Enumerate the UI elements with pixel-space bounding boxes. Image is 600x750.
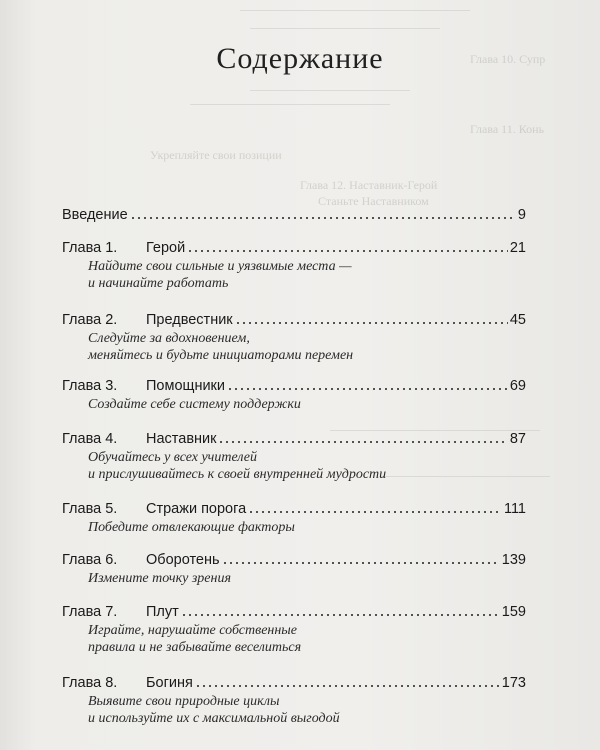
bleed-line	[190, 104, 390, 105]
chapter-subtitle-line: Найдите свои сильные и уязвимые места —	[88, 259, 352, 274]
toc-entry-chapter-6	[62, 550, 526, 587]
toc-page-number: 45	[509, 312, 526, 328]
chapter-title: Стражи порога	[146, 501, 247, 517]
toc-page-number: 87	[509, 431, 526, 447]
toc-entry-chapter-8	[62, 673, 526, 727]
chapter-title: Плут	[146, 604, 179, 620]
chapter-label: Глава 8.	[62, 675, 118, 691]
leader-dots	[235, 321, 508, 325]
chapter-title: Герой	[146, 240, 186, 256]
chapter-subtitle-line: и используйте их с максимальной выгодой	[88, 711, 340, 726]
toc-page-number: 173	[501, 675, 526, 691]
chapter-label: Глава 6.	[62, 552, 118, 568]
toc-entry-introduction	[62, 205, 526, 225]
toc-page-number: 69	[509, 378, 526, 394]
bleed-text: Укрепляйте свои позиции	[150, 148, 282, 162]
toc-entry-chapter-4	[62, 429, 526, 483]
chapter-label: Глава 1.	[62, 240, 118, 256]
chapter-subtitle-line: Следуйте за вдохновением,	[88, 331, 250, 346]
chapter-subtitle-line: и начинайте работать	[88, 276, 229, 291]
chapter-label: Глава 7.	[62, 604, 118, 620]
leader-dots	[218, 440, 507, 444]
chapter-subtitle-line: Выявите свои природные циклы	[88, 694, 280, 709]
bleed-line	[250, 28, 440, 29]
chapter-label: Глава 4.	[62, 431, 118, 447]
chapter-subtitle-line: правила и не забывайте веселиться	[88, 640, 302, 655]
toc-page-number: 159	[501, 604, 526, 620]
toc-page-number: 139	[501, 552, 526, 568]
chapter-label: Глава 2.	[62, 312, 118, 328]
chapter-subtitle-line: меняйтесь и будьте инициаторами перемен	[88, 348, 354, 363]
leader-dots	[195, 684, 500, 688]
chapter-title: Наставник	[146, 431, 217, 447]
toc-entry-title: Введение	[62, 207, 128, 223]
chapter-title: Помощники	[146, 378, 225, 394]
chapter-subtitle-line: Обучайтесь у всех учителей	[88, 450, 257, 465]
bleed-line	[250, 90, 410, 91]
chapter-label: Глава 5.	[62, 501, 118, 517]
leader-dots	[187, 249, 508, 253]
toc-entry-chapter-5	[62, 499, 526, 536]
toc-entry-chapter-1	[62, 238, 526, 292]
toc-page-number: 9	[517, 207, 526, 223]
chapter-title: Богиня	[146, 675, 193, 691]
chapter-subtitle-line: Измените точку зрения	[88, 571, 231, 586]
chapter-label: Глава 3.	[62, 378, 118, 394]
chapter-subtitle-line: Играйте, нарушайте собственные	[88, 623, 298, 638]
toc-entry-chapter-2	[62, 310, 526, 364]
leader-dots	[181, 613, 500, 617]
bleed-text: Станьте Наставником	[318, 194, 429, 208]
chapter-subtitle-line: Победите отвлекающие факторы	[88, 520, 295, 535]
page-title: Содержание	[216, 42, 384, 75]
toc-entry-chapter-7	[62, 602, 526, 656]
toc-entry-chapter-3	[62, 376, 526, 413]
leader-dots	[248, 510, 502, 514]
bleed-text: Глава 10. Супр	[470, 52, 546, 66]
chapter-title: Оборотень	[146, 552, 220, 568]
toc-page-number: 111	[503, 501, 526, 517]
chapter-subtitle-line: Создайте себе систему поддержки	[88, 397, 301, 412]
bleed-line	[240, 10, 470, 11]
leader-dots	[222, 561, 500, 565]
leader-dots	[227, 387, 508, 391]
toc-page-number: 21	[509, 240, 526, 256]
leader-dots	[130, 216, 516, 220]
bleed-text: Глава 11. Конь	[470, 122, 545, 136]
chapter-title: Предвестник	[146, 312, 233, 328]
chapter-subtitle-line: и прислушивайтесь к своей внутренней мудрости	[88, 467, 387, 482]
bleed-text: Глава 12. Наставник-Герой	[300, 178, 438, 192]
